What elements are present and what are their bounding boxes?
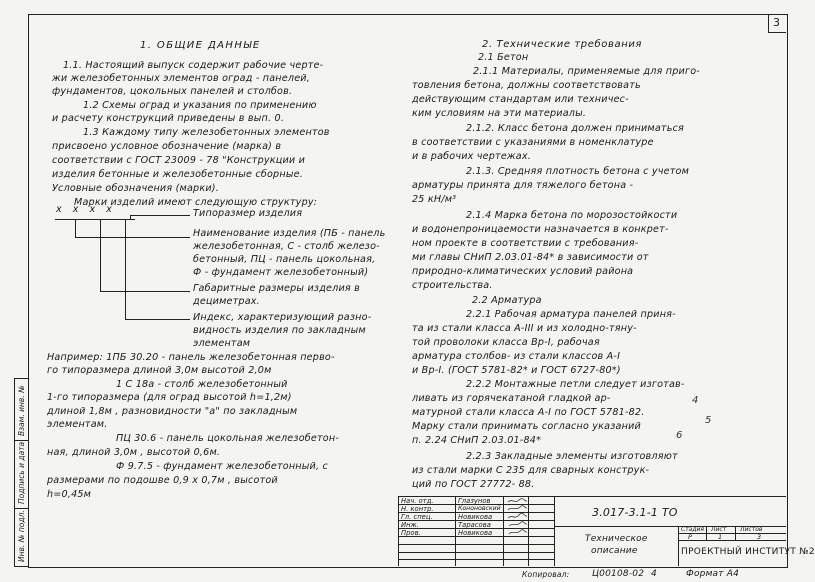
- tb-name-1: Глазунов: [458, 497, 491, 505]
- example-line-6: элементам.: [47, 419, 108, 430]
- subsection-2-1: 2.1 Бетон: [478, 52, 529, 63]
- tb-sheets-value: 3: [757, 533, 762, 541]
- right-line-13: ном проекте в соответствии с требования-: [412, 238, 639, 249]
- right-line-6: в соответствии с указаниями в номенклатуре: [412, 137, 654, 148]
- example-line-8: ная, длиной 3,0м , высотой 0,6м.: [47, 447, 221, 458]
- tb-stage-value: Р: [688, 533, 692, 541]
- subsection-2-2: 2.2 Арматура: [472, 295, 542, 306]
- tb-top: [398, 496, 786, 497]
- page-number: 3: [773, 16, 781, 29]
- right-line-19: та из стали класса А-III и из холодно-тяну-: [412, 323, 637, 334]
- tb-name-2: Кононовский: [458, 505, 501, 512]
- left-line-11: Марки изделий имеют следующую структуру:: [74, 197, 318, 208]
- tb-col-5: [678, 526, 679, 566]
- right-line-9: арматуры принята для тяжелого бетона -: [412, 180, 634, 191]
- legend-line-1: Типоразмер изделия: [193, 208, 303, 219]
- example-line-4: 1-го типоразмера (для оград высотой h=1,2м): [47, 392, 292, 403]
- legend-line-4: бетонный, ПЦ - панель цокольная,: [193, 254, 376, 265]
- section-1-heading: 1. ОБЩИЕ ДАННЫЕ: [140, 40, 261, 51]
- tb-name-4: Тарасова: [458, 521, 491, 529]
- tb-left: [398, 496, 399, 566]
- left-line-5: и расчету конструкций приведены в вып. 0.: [52, 113, 285, 124]
- stamp-inv-number: Инв. № подл.: [17, 510, 26, 562]
- right-line-16: строительства.: [412, 280, 493, 291]
- example-line-3: 1 С 18а - столб железобетонный: [116, 379, 288, 390]
- tb-col-sheet-label: Лист: [711, 526, 727, 533]
- tb-col-sheets-label: Листов: [740, 526, 763, 533]
- legend-line-9: видность изделия по закладным: [193, 325, 366, 336]
- legend-line-2: Наименование изделия (ПБ - панель: [193, 228, 386, 239]
- example-line-9: Ф 9.7.5 - фундамент железобетонный, с: [116, 461, 328, 472]
- tb-stage-row: [678, 533, 786, 534]
- legend-line-5: Ф - фундамент железобетонный): [193, 267, 369, 278]
- tb-role-1: Нач. отд.: [401, 497, 434, 505]
- example-line-10: размерами по подошве 0,9 х 0,7м , высотой: [47, 475, 278, 486]
- stamp-signature-date: Подпись и дата: [17, 441, 26, 504]
- leader-3-vert: [100, 220, 101, 292]
- left-line-8: соответствии с ГОСТ 23009 - 78 "Конструкции и: [52, 155, 306, 166]
- right-line-29: из стали марки С 235 для сварных конструк-: [412, 465, 650, 476]
- right-line-26: Марку стали принимать согласно указаний: [412, 421, 641, 432]
- document-title-2: описание: [591, 546, 638, 556]
- example-line-1: Например: 1ПБ 30.20 - панель железобетонная перво-: [47, 352, 335, 363]
- tb-role-4: Инж.: [401, 521, 419, 529]
- tb-col-stage-label: Стадия: [681, 526, 705, 533]
- right-line-28: 2.2.3 Закладные элементы изготовляют: [466, 451, 678, 462]
- left-line-10: Условные обозначения (марки).: [52, 183, 219, 194]
- legend-line-6: Габаритные размеры изделия в: [193, 283, 360, 294]
- leader-3-horiz: [100, 291, 190, 292]
- footer-copied-label: Копировал:: [522, 570, 570, 579]
- right-line-25: матурной стали класса А-I по ГОСТ 5781-82.: [412, 407, 645, 418]
- tb-name-3: Новикова: [458, 513, 493, 521]
- section-2-heading: 2. Технические требования: [482, 39, 643, 50]
- right-line-4: ким условиям на эти материалы.: [412, 108, 587, 119]
- stamp-replace-inv: Взам. инв. №: [17, 385, 26, 436]
- right-line-20: той проволоки класса Вр-I, рабочая: [412, 337, 600, 348]
- leader-1-horiz: [130, 215, 190, 216]
- right-line-15: природно-климатических условий района: [412, 266, 634, 277]
- right-line-14: ми главы СНиП 2.03.01-84* в зависимости от: [412, 252, 649, 263]
- right-line-21: арматура столбов- из стали классов А-I: [412, 351, 621, 362]
- organization-name: ПРОЕКТНЫЙ ИНСТИТУТ №2: [681, 547, 815, 557]
- right-line-23: 2.2.2 Монтажные петли следует изготав-: [466, 379, 685, 390]
- right-line-10: 25 кН/м³: [412, 194, 457, 205]
- tb-name-5: Новикова: [458, 529, 493, 537]
- example-line-5: длиной 1,8м , разновидности "а" по закладным: [47, 406, 298, 417]
- legend-line-7: дециметрах.: [193, 296, 260, 307]
- right-line-8: 2.1.3. Средняя плотность бетона с учетом: [466, 166, 690, 177]
- hand-note-3: 6: [676, 430, 683, 441]
- tb-row-6: [398, 544, 554, 545]
- right-line-7: и в рабочих чертежах.: [412, 151, 531, 162]
- tb-role-5: Пров.: [401, 529, 421, 537]
- side-stamp-div-2: [14, 508, 28, 509]
- side-stamp-line-a: [14, 378, 15, 566]
- example-line-11: h=0,45м: [47, 489, 92, 500]
- tb-sheet-value: 1: [718, 533, 723, 541]
- leader-4-horiz: [125, 319, 190, 320]
- tb-col-4: [554, 496, 555, 566]
- document-title-1: Техническое: [585, 534, 648, 544]
- hand-note-2: 5: [705, 415, 712, 426]
- footer-format: Формат А4: [686, 569, 740, 579]
- legend-line-10: элементам: [193, 338, 251, 349]
- tb-role-3: Гл. спец.: [401, 513, 433, 521]
- side-stamp-line-b: [28, 378, 29, 566]
- right-line-22: и Вр-I. (ГОСТ 5781-82* и ГОСТ 6727-80*): [412, 365, 621, 376]
- legend-line-8: Индекс, характеризующий разно-: [193, 312, 372, 323]
- left-line-4: 1.2 Схемы оград и указания по применению: [83, 100, 317, 111]
- leader-2-horiz: [75, 237, 190, 238]
- tb-role-2: Н. контр.: [401, 505, 434, 513]
- side-stamp-top: [14, 378, 28, 379]
- leader-2-vert: [75, 220, 76, 237]
- hand-note-1: 4: [692, 395, 699, 406]
- tb-signatures: [505, 496, 529, 536]
- side-stamp-bottom: [14, 566, 28, 567]
- structure-marks: x x x x: [56, 204, 116, 215]
- tb-col-2: [503, 496, 504, 566]
- right-line-27: п. 2.24 СНиП 2.03.01-84*: [412, 435, 542, 446]
- tb-sheet-row: [678, 540, 786, 541]
- left-line-3: фундаментов, цокольных панелей и столбов.: [52, 86, 293, 97]
- left-line-2: жи железобетонных элементов оград - панелей,: [52, 73, 310, 84]
- footer-number: 4: [651, 569, 657, 579]
- right-line-2: товления бетона, должны соответствовать: [412, 80, 641, 91]
- tb-col-1: [455, 496, 456, 566]
- side-stamp-div-1: [14, 440, 28, 441]
- left-line-9: изделия бетонные и железобетонные сборные.: [52, 169, 303, 180]
- right-line-1: 2.1.1 Материалы, применяемые для приго-: [473, 66, 700, 77]
- leader-4-vert: [125, 220, 126, 320]
- structure-underline: [55, 219, 135, 220]
- page-number-box-left: [768, 14, 769, 32]
- legend-line-3: железобетонная, С - столб железо-: [193, 241, 380, 252]
- page-number-box-bottom: [768, 32, 786, 33]
- right-line-3: действующим стандартам или техничес-: [412, 94, 629, 105]
- left-line-6: 1.3 Каждому типу железобетонных элементов: [83, 127, 330, 138]
- left-line-1: 1.1. Настоящий выпуск содержит рабочие черте-: [63, 60, 324, 71]
- tb-row-7: [398, 552, 554, 553]
- tb-row-8: [398, 559, 554, 560]
- document-code: 3.017-3.1-1 ТО: [592, 506, 678, 519]
- right-line-5: 2.1.2. Класс бетона должен приниматься: [466, 123, 685, 134]
- right-line-12: и водонепроницаемости назначается в конкрет-: [412, 224, 669, 235]
- right-line-18: 2.2.1 Рабочая арматура панелей приня-: [466, 309, 676, 320]
- example-line-2: го типоразмера длиной 3,0м высотой 2,0м: [47, 365, 272, 376]
- example-line-7: ПЦ 30.6 - панель цокольная железобетон-: [116, 433, 339, 444]
- right-line-30: ций по ГОСТ 27772- 88.: [412, 479, 535, 490]
- left-line-7: присвоено условное обозначение (марка) в: [52, 141, 282, 152]
- footer-copy-id: Ц00108-02: [592, 569, 645, 579]
- right-line-24: ливать из горячекатаной гладкой ар-: [412, 393, 611, 404]
- right-line-11: 2.1.4 Марка бетона по морозостойкости: [466, 210, 678, 221]
